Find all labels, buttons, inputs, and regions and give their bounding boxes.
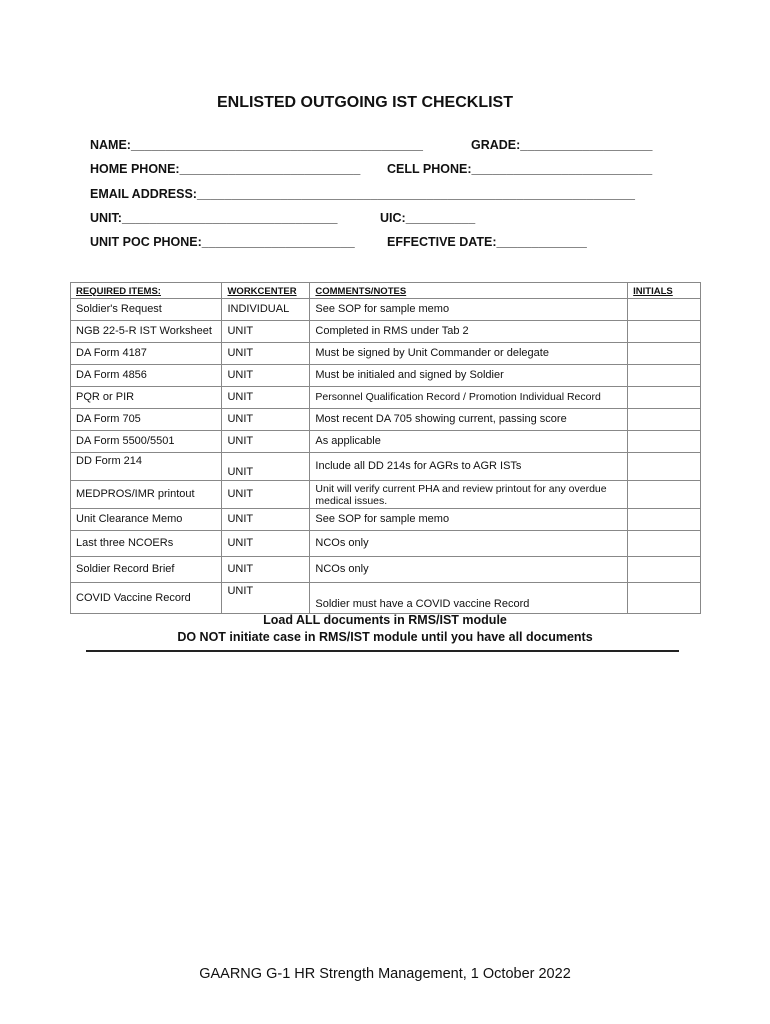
- table-row: [71, 299, 701, 321]
- required-item: DA Form 705: [71, 409, 222, 431]
- initials-cell[interactable]: [628, 409, 701, 431]
- table-row: [71, 365, 701, 387]
- workcenter-cell: UNIT: [222, 557, 310, 583]
- initials-cell[interactable]: [628, 509, 701, 531]
- comment-cell: Include all DD 214s for AGRs to AGR ISTs: [310, 453, 628, 481]
- header-initials: INITIALS: [628, 283, 701, 299]
- table-row: [71, 557, 701, 583]
- workcenter-cell: UNIT: [222, 431, 310, 453]
- comment-cell: Must be initialed and signed by Soldier: [310, 365, 628, 387]
- comment-cell: NCOs only: [310, 557, 628, 583]
- required-item: Last three NCOERs: [71, 531, 222, 557]
- uic-field[interactable]: UIC:__________: [380, 211, 476, 225]
- grade-field[interactable]: GRADE:___________________: [471, 138, 653, 152]
- workcenter-cell: UNIT: [222, 321, 310, 343]
- header-required-items: REQUIRED ITEMS:: [71, 283, 222, 299]
- initials-cell[interactable]: [628, 583, 701, 614]
- initials-cell[interactable]: [628, 321, 701, 343]
- required-item: PQR or PIR: [71, 387, 222, 409]
- table-row: [71, 453, 701, 481]
- workcenter-cell: UNIT: [222, 509, 310, 531]
- initials-cell[interactable]: [628, 343, 701, 365]
- initials-cell[interactable]: [628, 481, 701, 509]
- table-row: [71, 321, 701, 343]
- notice-line-2: DO NOT initiate case in RMS/IST module until you have all documents: [177, 630, 593, 644]
- initials-cell[interactable]: [628, 387, 701, 409]
- home-phone-field[interactable]: HOME PHONE:__________________________: [90, 162, 361, 176]
- required-item: Unit Clearance Memo: [71, 509, 222, 531]
- email-address-field[interactable]: EMAIL ADDRESS:_______________________________________________________________: [90, 187, 635, 201]
- instructions-notice: [0, 612, 770, 646]
- table-row: [71, 343, 701, 365]
- required-item: Soldier Record Brief: [71, 557, 222, 583]
- table-row: [71, 409, 701, 431]
- table-row: [71, 387, 701, 409]
- table-row: [71, 431, 701, 453]
- cell-phone-field[interactable]: CELL PHONE:__________________________: [387, 162, 653, 176]
- checklist-table: [70, 282, 701, 614]
- document-title: ENLISTED OUTGOING IST CHECKLIST: [216, 94, 513, 111]
- table-header-row: [71, 283, 701, 299]
- comment-cell: Most recent DA 705 showing current, passing score: [310, 409, 628, 431]
- table-row: [71, 509, 701, 531]
- comment-cell: Completed in RMS under Tab 2: [310, 321, 628, 343]
- comment-cell: Personnel Qualification Record / Promotion Individual Record: [310, 387, 628, 409]
- header-comments-notes: COMMENTS/NOTES: [310, 283, 628, 299]
- workcenter-cell: UNIT: [222, 583, 310, 614]
- comment-cell: Must be signed by Unit Commander or delegate: [310, 343, 628, 365]
- initials-cell[interactable]: [628, 557, 701, 583]
- table-row: [71, 531, 701, 557]
- table-row: [71, 583, 701, 614]
- comment-cell: See SOP for sample memo: [310, 509, 628, 531]
- unit-poc-phone-field[interactable]: UNIT POC PHONE:______________________: [90, 235, 355, 249]
- required-item: DA Form 4187: [71, 343, 222, 365]
- comment-cell: As applicable: [310, 431, 628, 453]
- initials-cell[interactable]: [628, 453, 701, 481]
- horizontal-rule: [86, 650, 679, 652]
- comment-cell: See SOP for sample memo: [310, 299, 628, 321]
- initials-cell[interactable]: [628, 365, 701, 387]
- required-item: COVID Vaccine Record: [71, 583, 222, 614]
- required-item: MEDPROS/IMR printout: [71, 481, 222, 509]
- workcenter-cell: UNIT: [222, 409, 310, 431]
- workcenter-cell: UNIT: [222, 343, 310, 365]
- workcenter-cell: UNIT: [222, 481, 310, 509]
- workcenter-cell: UNIT: [222, 531, 310, 557]
- required-item: DA Form 4856: [71, 365, 222, 387]
- table-row: [71, 481, 701, 509]
- initials-cell[interactable]: [628, 431, 701, 453]
- comment-cell: Unit will verify current PHA and review printout for any overdue medical issues.: [310, 481, 628, 509]
- initials-cell[interactable]: [628, 299, 701, 321]
- effective-date-field[interactable]: EFFECTIVE DATE:_____________: [387, 235, 587, 249]
- header-workcenter: WORKCENTER: [222, 283, 310, 299]
- workcenter-cell: UNIT: [222, 453, 310, 481]
- initials-cell[interactable]: [628, 531, 701, 557]
- required-item: DD Form 214: [71, 453, 222, 481]
- required-item: DA Form 5500/5501: [71, 431, 222, 453]
- workcenter-cell: INDIVIDUAL: [222, 299, 310, 321]
- required-item: Soldier's Request: [71, 299, 222, 321]
- workcenter-cell: UNIT: [222, 365, 310, 387]
- name-field[interactable]: NAME:__________________________________________: [90, 138, 423, 152]
- footer-text: GAARNG G-1 HR Strength Management, 1 October 2022: [199, 966, 571, 982]
- notice-line-1: Load ALL documents in RMS/IST module: [263, 613, 507, 627]
- unit-field[interactable]: UNIT:_______________________________: [90, 211, 338, 225]
- comment-cell: Soldier must have a COVID vaccine Record: [310, 583, 628, 614]
- required-item: NGB 22-5-R IST Worksheet: [71, 321, 222, 343]
- workcenter-cell: UNIT: [222, 387, 310, 409]
- comment-cell: NCOs only: [310, 531, 628, 557]
